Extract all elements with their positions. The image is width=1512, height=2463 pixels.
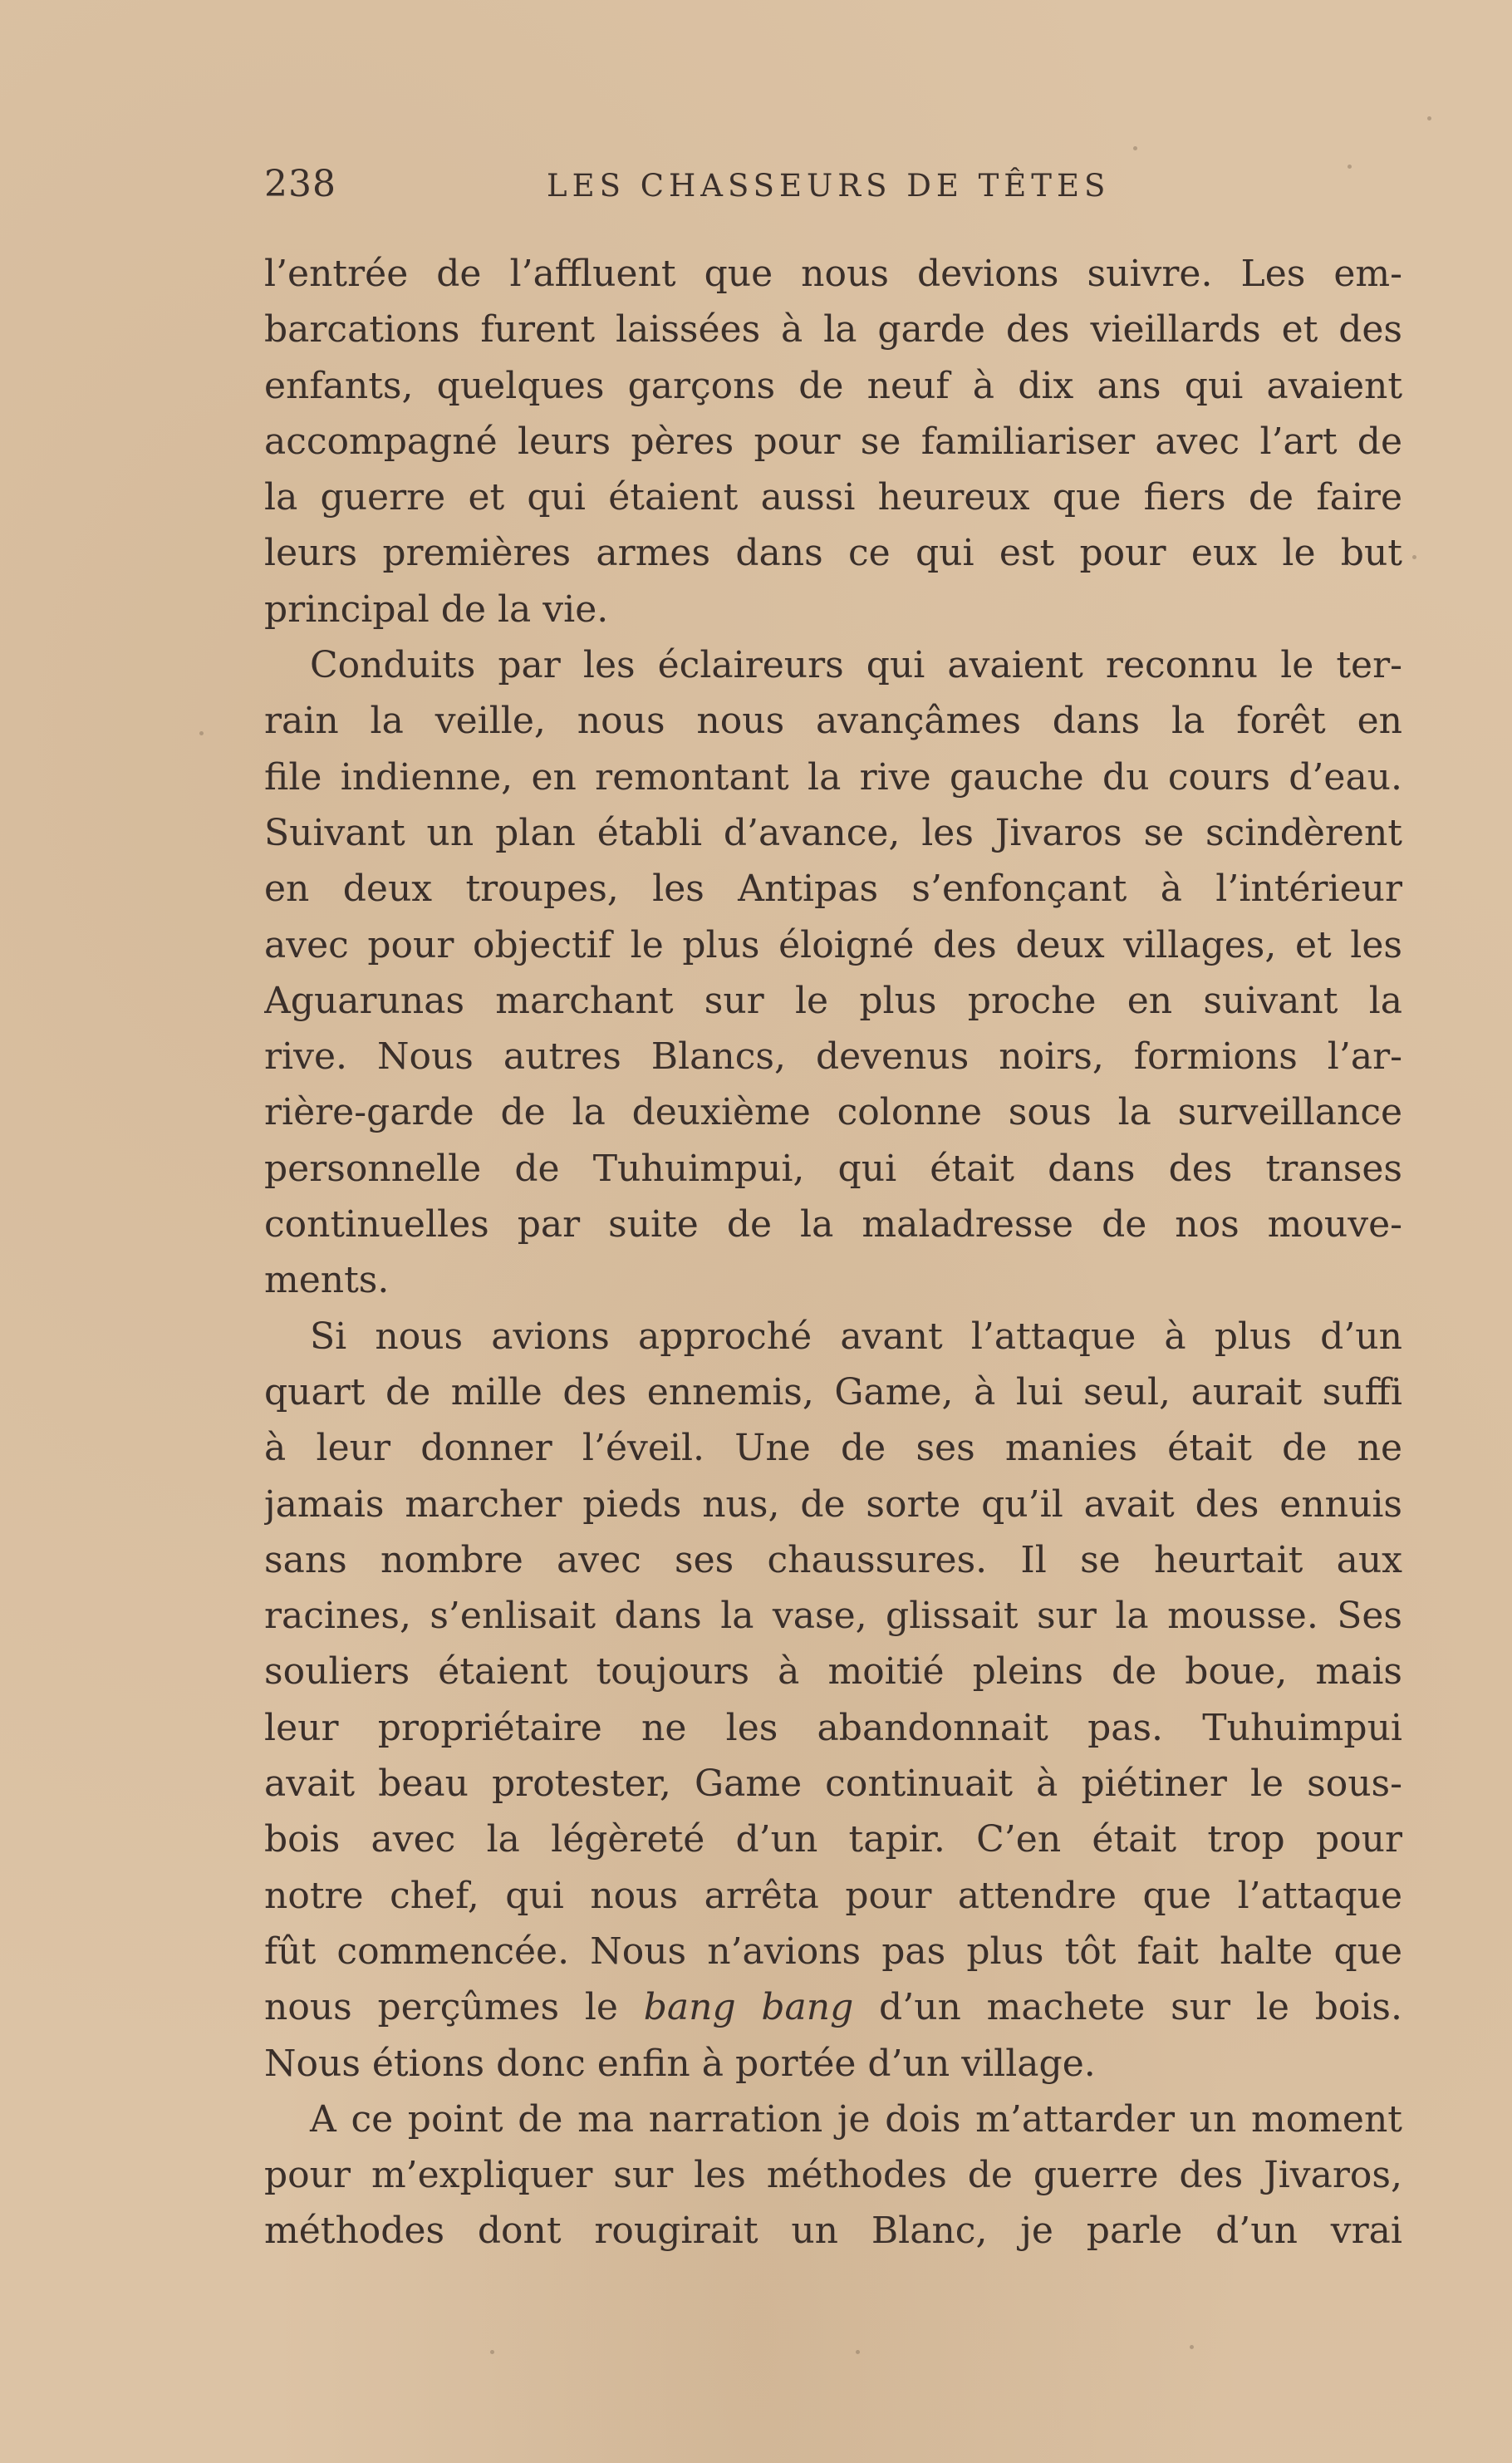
running-title: LES CHASSEURS DE TÊTES xyxy=(547,168,1111,204)
page-number: 238 xyxy=(264,163,336,205)
text-line: Aguarunas marchant sur le plus proche en suivant la xyxy=(264,979,1402,1022)
text-line: fût commencée. Nous n’avions pas plus tôt fait halte que xyxy=(264,1930,1402,1973)
body-text xyxy=(264,246,1402,2259)
text-line: principal de la vie. xyxy=(264,587,609,631)
text-line: jamais marcher pieds nus, de sorte qu’il avait des ennuis xyxy=(264,1482,1402,1526)
text-fragment: d’un machete sur le bois. xyxy=(853,1986,1402,2029)
text-fragment: nous perçûmes le xyxy=(264,1986,644,2029)
paper-speck xyxy=(1133,146,1137,150)
paper-speck xyxy=(1412,555,1416,559)
text-line: souliers étaient toujours à moitié pleins de boue, mais xyxy=(264,1650,1402,1694)
text-line: barcations furent laissées à la garde des vieillards et des xyxy=(264,308,1402,352)
text-line: personnelle de Tuhuimpui, qui était dans des transes xyxy=(264,1147,1402,1190)
text-line: A ce point de ma narration je dois m’attarder un moment xyxy=(310,2097,1402,2141)
text-line: l’entrée de l’affluent que nous devions suivre. Les em- xyxy=(264,253,1402,295)
text-line: accompagné leurs pères pour se familiariser avec l’art de xyxy=(264,420,1402,463)
text-line: rain la veille, nous nous avançâmes dans la forêt en xyxy=(264,700,1402,743)
text-line: avait beau protester, Game continuait à piétiner le sous- xyxy=(264,1762,1402,1806)
italic-phrase: bang bang xyxy=(643,1986,854,2029)
text-line: enfants, quelques garçons de neuf à dix ans qui avaient xyxy=(264,364,1402,407)
paper-speck xyxy=(199,731,204,735)
text-line: ments. xyxy=(264,1259,390,1302)
text-line: à leur donner l’éveil. Une de ses manies était de ne xyxy=(264,1427,1402,1470)
text-line: racines, s’enlisait dans la vase, glissait sur la mousse. Ses xyxy=(264,1595,1402,1638)
paper-speck xyxy=(1190,2345,1194,2349)
text-line: en deux troupes, les Antipas s’enfonçant à l’intérieur xyxy=(264,868,1402,911)
text-line: bois avec la légèreté d’un tapir. C’en était trop pour xyxy=(264,1818,1402,1861)
text-line: leurs premières armes dans ce qui est pour eux le but xyxy=(264,532,1402,575)
text-line: méthodes dont rougirait un Blanc, je parle d’un vrai xyxy=(264,2210,1402,2253)
text-line: avec pour objectif le plus éloigné des deux villages, et les xyxy=(264,923,1402,966)
text-line: file indienne, en remontant la rive gauche du cours d’eau. xyxy=(264,755,1402,799)
text-line: la guerre et qui étaient aussi heureux que fiers de faire xyxy=(264,476,1402,519)
text-line: rive. Nous autres Blancs, devenus noirs, formions l’ar- xyxy=(264,1035,1402,1079)
text-line: Si nous avions approché avant l’attaque à plus d’un xyxy=(310,1315,1402,1358)
paper-speck xyxy=(1427,116,1431,120)
paper-speck xyxy=(490,2350,494,2354)
page-header xyxy=(264,163,1402,213)
text-line: notre chef, qui nous arrêta pour attendre que l’attaque xyxy=(264,1874,1402,1917)
text-line: continuelles par suite de la maladresse de nos mouve- xyxy=(264,1203,1402,1246)
text-line-with-italic xyxy=(264,1979,1402,2035)
text-line: Suivant un plan établi d’avance, les Jivaros se scindèrent xyxy=(264,811,1402,854)
paper-speck xyxy=(1348,165,1352,169)
text-line: pour m’expliquer sur les méthodes de guerre des Jivaros, xyxy=(264,2154,1402,2197)
text-line: rière-garde de la deuxième colonne sous la surveillance xyxy=(264,1091,1402,1134)
text-line: sans nombre avec ses chaussures. Il se heurtait aux xyxy=(264,1538,1402,1581)
paper-speck xyxy=(856,2350,860,2354)
text-line: leur propriétaire ne les abandonnait pas. Tuhuimpui xyxy=(264,1706,1402,1749)
text-line: quart de mille des ennemis, Game, à lui seul, aurait suffi xyxy=(264,1370,1402,1413)
text-line: Nous étions donc enfin à portée d’un village. xyxy=(264,2042,1096,2085)
text-line: Conduits par les éclaireurs qui avaient reconnu le ter- xyxy=(310,644,1402,687)
